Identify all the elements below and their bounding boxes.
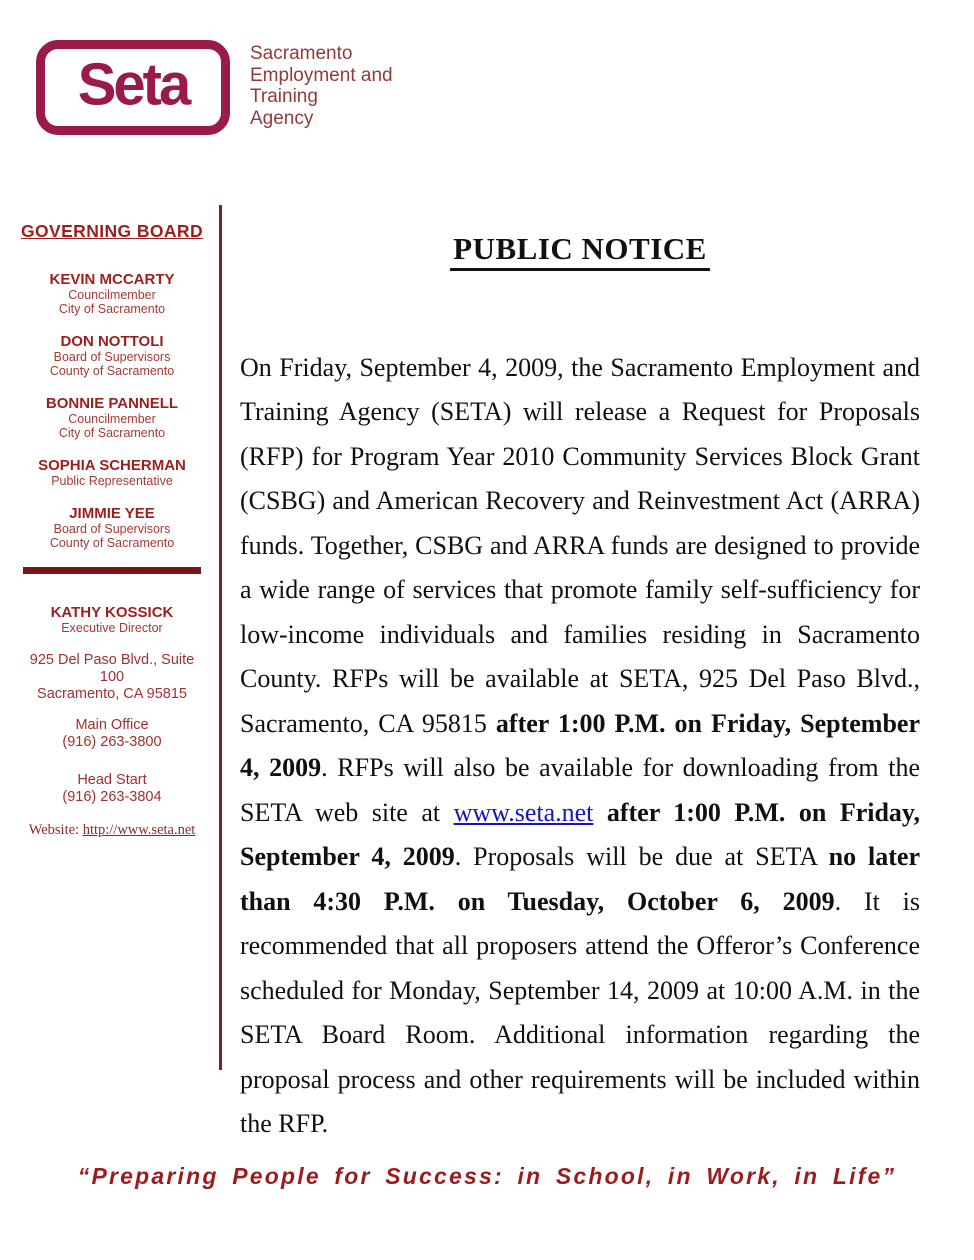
header [36,40,393,135]
paragraph-segment-bold: after 1:00 P.M. on Friday, September 4, 2009 [240,797,920,872]
paragraph-segment-bold: after 1:00 P.M. on Friday, September 4, 2009 [240,708,920,783]
agency-name-line: Agency [250,107,314,129]
seta-net-link[interactable]: www.seta.net [453,797,594,827]
page-title: PUBLIC NOTICE [450,232,710,271]
agency-name-line: Sacramento [250,43,353,64]
board-member-name: SOPHIA SCHERMAN [38,457,186,474]
board-members-list [18,271,206,550]
seta-website-link[interactable]: http://www.seta.net [82,822,196,838]
board-member [18,271,206,316]
agency-address [18,652,206,703]
board-member-org: City of Sacramento [58,426,166,440]
board-member-org: County of Sacramento [49,364,175,378]
paragraph-segment: . It is recommended that all proposers attend the Offeror’s Conference scheduled for Monday, September 14, 2009 at 10:00 A.M. in the SETA Board Room. Additional information regarding the proposal process and other requirements will be included within the RFP. [240,886,920,1139]
seta-logo [36,40,230,135]
board-member-name: KEVIN MCCARTY [49,271,175,288]
seta-logo-text: Seta [77,50,189,118]
board-member [18,457,206,488]
board-member-name: BONNIE PANNELL [45,395,179,412]
notice-paragraph [240,346,920,1147]
footer-motto: “Preparing People for Success: in School, in Work, in Life” [77,1163,897,1189]
board-member-role: Public Representative [51,474,173,488]
paragraph-segment-bold: no later than 4:30 P.M. on Tuesday, October 6, 2009 [240,842,920,916]
executive-director-name: KATHY KOSSICK [50,604,174,621]
board-member-role: Councilmember [68,412,156,426]
website-label: Website: [28,822,80,838]
paragraph-segment: On Friday, September 4, 2009, the Sacramento Employment and Training Agency (SETA) will release a Request for Proposals (RFP) for Program Year 2010 Community Services Block Grant (CSBG) and American Recovery and Reinvestment Act (ARRA) funds. Together, CSBG and ARRA funds are designed to provide a wide range of services that promote family self-sufficiency for low-income individuals and families residing in Sacramento County. RFPs will be available at SETA, 925 Del Paso Blvd., Sacramento, CA 95815 [240,352,920,738]
contact-phone: (916) 263-3804 [62,789,162,805]
board-member [18,333,206,378]
main-office-contact [18,717,206,751]
address-line: 925 Del Paso Blvd., Suite 100 [29,652,195,685]
sidebar [18,205,206,839]
board-member-name: JIMMIE YEE [69,505,155,522]
executive-director-block [18,604,206,635]
paragraph-segment: . RFPs will also be available for downloading from the SETA web site at [240,753,920,827]
agency-name-line: Employment and [250,64,393,86]
agency-name-line: Training [250,86,318,107]
address-line: Sacramento, CA 95815 [37,686,187,702]
board-member-org: City of Sacramento [58,302,166,316]
agency-name [250,40,393,129]
board-member-org: County of Sacramento [49,536,175,550]
paragraph-segment: . Proposals will be due at SETA [454,842,829,872]
board-member-role: Board of Supervisors [53,522,171,536]
contact-label: Main Office [75,717,149,733]
title-wrap [240,211,920,292]
notice-content [240,205,920,1147]
board-member-role: Councilmember [68,288,156,302]
head-start-contact [18,772,206,806]
sidebar-divider [23,567,201,574]
vertical-divider [219,205,222,1070]
governing-board-heading: GOVERNING BOARD [21,221,203,241]
contact-label: Head Start [77,772,147,788]
board-member [18,395,206,440]
executive-director-title: Executive Director [61,621,163,635]
website-line [18,822,206,839]
board-member [18,505,206,550]
board-member-role: Board of Supervisors [53,350,171,364]
board-member-name: DON NOTTOLI [60,333,164,350]
contact-phone: (916) 263-3800 [62,734,162,750]
